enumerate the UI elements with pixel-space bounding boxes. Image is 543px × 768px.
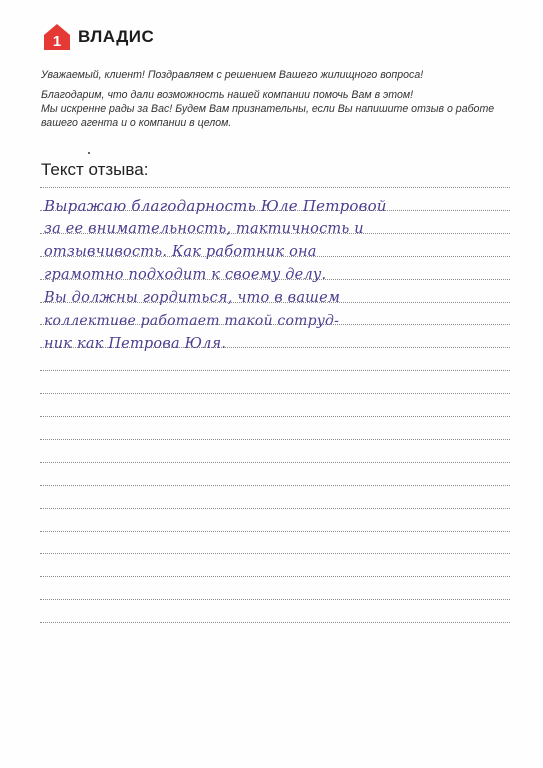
greeting-text: Уважаемый, клиент! Поздравляем с решением Вашего жилищного вопроса!: [41, 69, 424, 81]
ruled-line: [40, 508, 510, 509]
intro-text: [41, 68, 511, 136]
review-title: Текст отзыва:: [41, 160, 149, 179]
handwritten-line: за ее внимательность, тактичность и: [44, 221, 364, 237]
ruled-line: [40, 416, 510, 417]
thanks-text-2: Мы искренне рады за Вас! Будем Вам признательны, если Вы напишите отзыв о работе: [41, 103, 495, 115]
ruled-line: [40, 439, 510, 440]
thanks-text-3: вашего агента и о компании в целом.: [41, 117, 232, 129]
ruled-line: [40, 485, 510, 486]
house-logo-icon: [42, 22, 72, 52]
ruled-line: [40, 531, 510, 532]
ruled-line: [40, 622, 510, 623]
handwritten-line: коллективе работает такой сотруд-: [44, 313, 340, 329]
svg-text:1: 1: [52, 33, 62, 50]
handwritten-line: ник как Петрова Юля.: [44, 336, 227, 352]
ruled-line: [40, 370, 510, 371]
thanks-text-1: Благодарим, что дали возможность нашей компании помочь Вам в этом!: [41, 89, 414, 101]
handwritten-review: [44, 195, 514, 356]
brand-name: ВЛАДИС: [78, 27, 155, 46]
stray-dot: [88, 152, 90, 154]
handwritten-line: Выражаю благодарность Юле Петровой: [44, 197, 387, 215]
ruled-line: [40, 599, 510, 600]
ruled-line: [40, 393, 510, 394]
handwritten-line: грамотно подходит к своему делу.: [44, 267, 327, 283]
handwritten-line: отзывчивость. Как работник она: [44, 244, 317, 260]
brand-logo: [42, 22, 154, 52]
ruled-line: [40, 576, 510, 577]
ruled-line: [40, 462, 510, 463]
ruled-line: [40, 187, 510, 188]
ruled-line: [40, 553, 510, 554]
handwritten-line: Вы должны гордиться, что в вашем: [44, 290, 341, 306]
